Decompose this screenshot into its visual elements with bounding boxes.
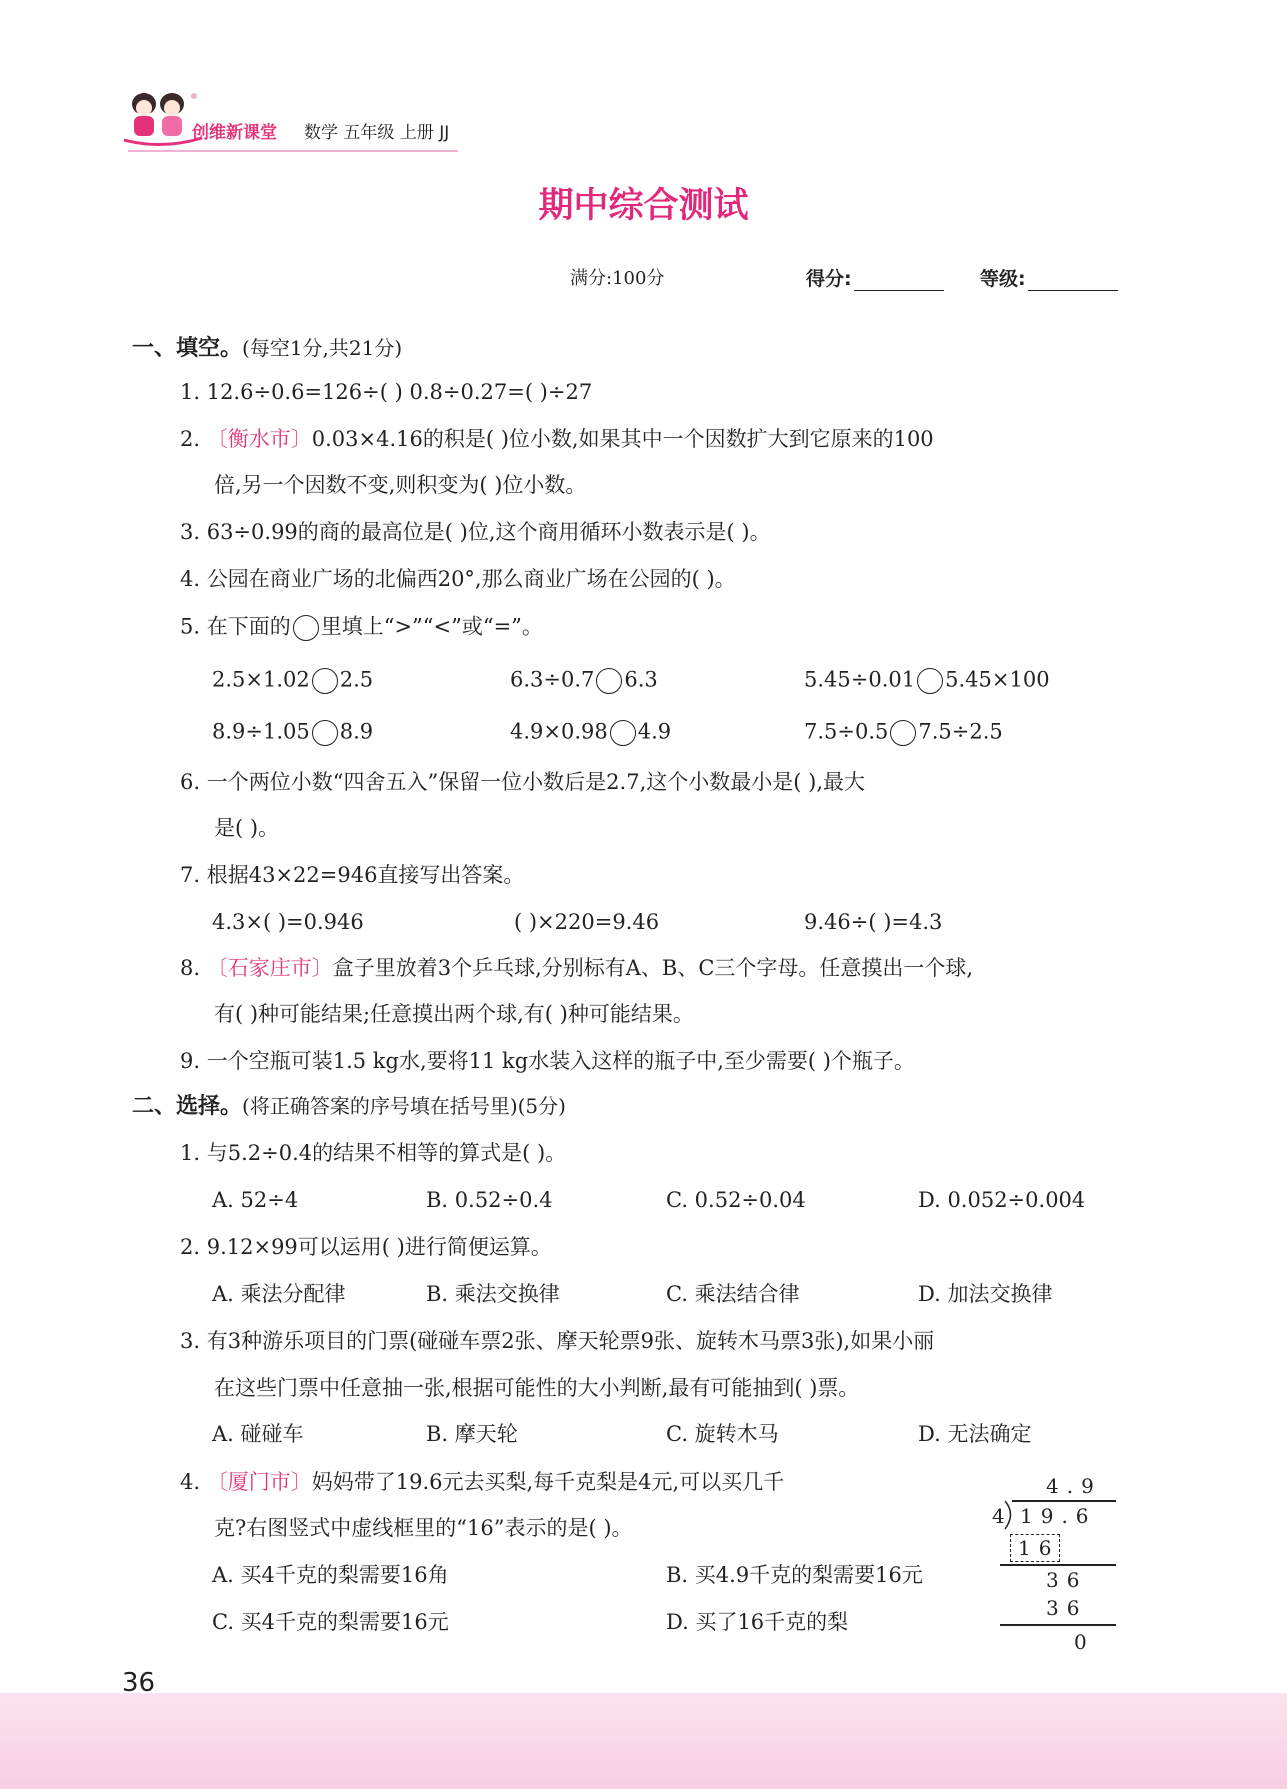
full-marks: 满分:100分 [570, 268, 665, 289]
q3-option-d[interactable]: D. 无法确定 [918, 1422, 1032, 1446]
compare-right: 8.9 [339, 719, 374, 744]
compare-left: 8.9÷1.05 [212, 719, 310, 744]
compare-item [212, 720, 373, 746]
question-1-8 [180, 958, 973, 979]
book-subject-info: 数学 五年级 上册 JJ [304, 123, 450, 143]
q4-option-d[interactable]: D. 买了16千克的梨 [666, 1610, 849, 1634]
compare-circle[interactable] [312, 668, 338, 694]
compare-right: 6.3 [624, 667, 658, 692]
question-2-1: 1. 与5.2÷0.4的结果不相等的算式是( )。 [180, 1141, 567, 1165]
q4-option-c[interactable]: C. 买4千克的梨需要16元 [212, 1610, 449, 1634]
compare-left: 7.5÷0.5 [804, 719, 889, 744]
compare-item [804, 720, 1003, 746]
grade-blank[interactable] [1028, 272, 1118, 291]
division-bracket-icon [1004, 1500, 1018, 1530]
q1-option-d[interactable]: D. 0.052÷0.004 [918, 1188, 1086, 1212]
question-1-6-cont: 是( )。 [214, 816, 280, 840]
division-dividend: 19.6 [1020, 1504, 1097, 1528]
q8-number: 8. [180, 956, 201, 980]
compare-right: 2.5 [339, 667, 374, 692]
score-blank[interactable] [854, 272, 944, 291]
compare-circle[interactable] [596, 668, 622, 694]
compare-circle[interactable] [610, 720, 636, 746]
grade-field[interactable] [980, 264, 1118, 291]
compare-circle[interactable] [890, 720, 916, 746]
division-step2: 36 [1046, 1596, 1088, 1620]
question-1-8-cont: 有( )种可能结果;任意摸出两个球,有( )种可能结果。 [214, 1002, 694, 1026]
page-title: 期中综合测试 [538, 186, 749, 226]
q4-text: 妈妈带了19.6元去买梨,每千克梨是4元,可以买几千 [311, 1470, 785, 1494]
compare-item [510, 720, 671, 746]
q1-option-a[interactable]: A. 52÷4 [212, 1188, 299, 1212]
q4-region-tag: 〔厦门市〕 [206, 1470, 312, 1494]
question-1-2-cont: 倍,另一个因数不变,则积变为( )位小数。 [214, 473, 587, 497]
q2-option-b[interactable]: B. 乘法交换律 [426, 1282, 560, 1306]
q5-text-b: 里填上“>”“<”或“=”。 [320, 614, 543, 639]
compare-right: 7.5÷2.5 [918, 719, 1003, 744]
division-remainder1: 36 [1046, 1568, 1088, 1592]
q4-number: 4. [180, 1470, 201, 1494]
circle-blank-icon [293, 615, 319, 641]
q4-option-a[interactable]: A. 买4千克的梨需要16角 [212, 1563, 449, 1587]
division-rule [1000, 1564, 1116, 1566]
compare-right: 5.45×100 [945, 667, 1050, 692]
compare-right: 4.9 [637, 719, 672, 744]
question-1-1: 1. 12.6÷0.6=126÷( ) 0.8÷0.27=( )÷27 [180, 380, 593, 404]
section2-note: (将正确答案的序号填在括号里)(5分) [242, 1094, 566, 1118]
question-2-3-cont: 在这些门票中任意抽一张,根据可能性的大小判断,最有可能抽到( )票。 [214, 1376, 860, 1400]
division-quotient: 4.9 [1046, 1474, 1102, 1498]
compare-left: 2.5×1.02 [212, 667, 310, 692]
compare-left: 6.3÷0.7 [510, 667, 595, 692]
division-step1: 16 [1018, 1536, 1060, 1560]
q2-text: 0.03×4.16的积是( )位小数,如果其中一个因数扩大到它原来的100 [311, 427, 934, 451]
compare-left: 5.45÷0.01 [804, 667, 916, 692]
question-2-4 [180, 1472, 784, 1493]
question-2-3: 3. 有3种游乐项目的门票(碰碰车票2张、摩天轮票9张、旋转木马票3张),如果小丽 [180, 1329, 935, 1353]
division-divisor: 4 [992, 1504, 1013, 1528]
page-number: 36 [122, 1668, 156, 1698]
q2-number: 2. [180, 427, 201, 451]
section2-title: 二、选择。 [132, 1094, 243, 1119]
division-rule [1000, 1624, 1116, 1626]
section2-heading [132, 1096, 566, 1118]
header [122, 88, 552, 148]
grade-label: 等级: [980, 268, 1026, 290]
question-1-6: 6. 一个两位小数“四舍五入”保留一位小数后是2.7,这个小数最小是( ),最大 [180, 770, 865, 794]
division-bar [1012, 1500, 1116, 1502]
question-1-7: 7. 根据43×22=946直接写出答案。 [180, 863, 525, 887]
section1-heading [132, 338, 402, 360]
q1-option-c[interactable]: C. 0.52÷0.04 [666, 1188, 806, 1212]
question-1-4: 4. 公园在商业广场的北偏西20°,那么商业广场在公园的( )。 [180, 567, 736, 591]
question-1-3: 3. 63÷0.99的商的最高位是( )位,这个商用循环小数表示是( )。 [180, 520, 771, 544]
q2-option-d[interactable]: D. 加法交换律 [918, 1282, 1053, 1306]
header-divider [128, 150, 458, 152]
long-division-figure [990, 1472, 1130, 1662]
compare-item [510, 668, 658, 694]
q7-answer-b: ( )×220=9.46 [514, 910, 660, 934]
compare-circle[interactable] [312, 720, 338, 746]
q2-option-a[interactable]: A. 乘法分配律 [212, 1282, 346, 1306]
compare-left: 4.9×0.98 [510, 719, 608, 744]
section1-note: (每空1分,共21分) [242, 336, 403, 360]
score-field[interactable] [806, 264, 944, 291]
q8-text: 盒子里放着3个乒乓球,分别标有A、B、C三个字母。任意摸出一个球, [332, 956, 974, 980]
q8-region-tag: 〔石家庄市〕 [206, 956, 333, 980]
question-1-9: 9. 一个空瓶可装1.5 kg水,要将11 kg水装入这样的瓶子中,至少需要( )个瓶子。 [180, 1049, 915, 1073]
section1-title: 一、填空。 [132, 336, 243, 361]
q3-option-c[interactable]: C. 旋转木马 [666, 1422, 779, 1446]
compare-item [804, 668, 1050, 694]
q7-answer-c: 9.46÷( )=4.3 [804, 910, 943, 934]
q7-answer-a: 4.3×( )=0.946 [212, 910, 364, 934]
q3-option-b[interactable]: B. 摩天轮 [426, 1422, 518, 1446]
q4-option-b[interactable]: B. 买4.9千克的梨需要16元 [666, 1563, 923, 1587]
question-2-2: 2. 9.12×99可以运用( )进行简便运算。 [180, 1235, 552, 1259]
q3-option-a[interactable]: A. 碰碰车 [212, 1422, 304, 1446]
compare-item [212, 668, 373, 694]
brand-name: 创维新课堂 [192, 123, 277, 143]
q1-option-b[interactable]: B. 0.52÷0.4 [426, 1188, 553, 1212]
q2-region-tag: 〔衡水市〕 [206, 427, 312, 451]
q5-text-a: 5. 在下面的 [180, 614, 291, 639]
division-remainder2: 0 [1074, 1630, 1095, 1654]
question-1-5 [180, 615, 543, 641]
bottom-decor-band [0, 1693, 1287, 1789]
score-label: 得分: [806, 268, 852, 290]
compare-circle[interactable] [917, 668, 943, 694]
question-2-4-cont: 克?右图竖式中虚线框里的“16”表示的是( )。 [214, 1516, 633, 1540]
question-1-2 [180, 429, 934, 450]
q2-option-c[interactable]: C. 乘法结合律 [666, 1282, 800, 1306]
